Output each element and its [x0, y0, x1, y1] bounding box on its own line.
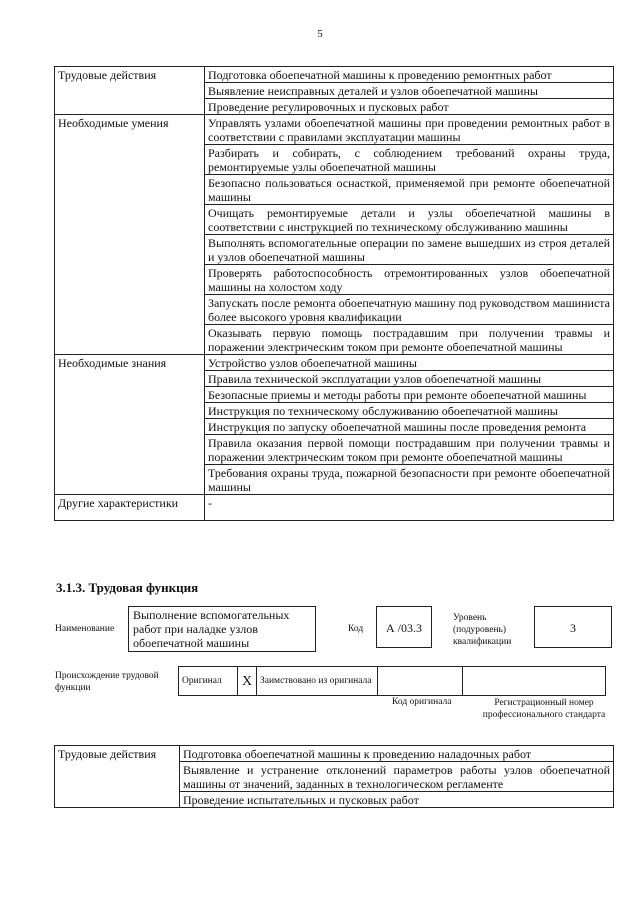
knowledge-item: Безопасные приемы и методы работы при ремонте обоепечатной машины: [205, 387, 614, 403]
function-code-value: А /03.3: [376, 606, 432, 648]
reg-number-label: Регистрационный номер профессионального стандарта: [482, 698, 606, 720]
knowledge-label: Необходимые знания: [55, 355, 205, 495]
labor-action-2-item: Выявление и устранение отклонений параметров работы узлов обоепечатной машины от значений, заданных в технологическом регламенте: [180, 762, 614, 792]
labor-action-item: Проведение регулировочных и пусковых работ: [205, 99, 614, 115]
knowledge-item: Инструкция по запуску обоепечатной машины после проведения ремонта: [205, 419, 614, 435]
knowledge-item: Правила оказания первой помощи пострадавшим при получении травмы и поражении электрическим током при ремонте обоепечатной машины: [205, 435, 614, 465]
original-mark: X: [238, 667, 257, 696]
function-code-label: Код: [348, 624, 364, 634]
page-number: 5: [317, 28, 323, 40]
labor-action-item: Выявление неисправных деталей и узлов обоепечатной машины: [205, 83, 614, 99]
code-original-cell: [378, 667, 463, 696]
labor-action-2-item: Подготовка обоепечатной машины к проведению наладочных работ: [180, 746, 614, 762]
section-title: 3.1.3. Трудовая функция: [56, 580, 199, 595]
skill-item: Очищать ремонтируемые детали и узлы обоепечатной машины в соответствии с инструкцией по техническому обслуживанию машины: [205, 205, 614, 235]
table-row: [55, 67, 614, 83]
qualification-level-label: Уровень (подуровень) квалификации: [453, 613, 512, 647]
table-row: [55, 115, 614, 145]
labor-action-2-item: Проведение испытательных и пусковых работ: [180, 792, 614, 808]
knowledge-item: Инструкция по техническому обслуживанию обоепечатной машины: [205, 403, 614, 419]
knowledge-item: Требования охраны труда, пожарной безопасности при ремонте обоепечатной машины: [205, 465, 614, 495]
skill-item: Оказывать первую помощь пострадавшим при получении травмы и поражении электрическим током при ремонте обоепечатной машины: [205, 325, 614, 355]
skill-item: Разбирать и собирать, с соблюдением требований охраны труда, ремонтируемые узлы обоепечатной машины: [205, 145, 614, 175]
knowledge-item: Устройство узлов обоепечатной машины: [205, 355, 614, 371]
knowledge-item: Правила технической эксплуатации узлов обоепечатной машины: [205, 371, 614, 387]
borrowed-label: Заимствовано из оригинала: [257, 667, 378, 696]
skill-item: Управлять узлами обоепечатной машины при проведении ремонтных работ в соответствии с правилами эксплуатации машины: [205, 115, 614, 145]
other-value: -: [205, 495, 614, 521]
original-label: Оригинал: [179, 667, 238, 696]
skill-item: Выполнять вспомогательные операции по замене вышедших из строя деталей и узлов обоепечатной машины: [205, 235, 614, 265]
labor-actions-table-2: [54, 745, 614, 808]
table-row: [55, 355, 614, 371]
labor-actions-label: Трудовые действия: [55, 67, 205, 115]
origin-label: Происхождение трудовой функции: [55, 671, 159, 693]
origin-table: [178, 666, 606, 696]
function-name-label: Наименование: [55, 624, 115, 634]
skill-item: Запускать после ремонта обоепечатную машину под руководством машиниста более высокого уровня квалификации: [205, 295, 614, 325]
labor-action-item: Подготовка обоепечатной машины к проведению ремонтных работ: [205, 67, 614, 83]
other-label: Другие характеристики: [55, 495, 205, 521]
labor-actions-2-label: Трудовые действия: [55, 746, 180, 808]
function-name-value: Выполнение вспомогательных работ при наладке узлов обоепечатной машины: [128, 606, 316, 652]
skill-item: Безопасно пользоваться оснасткой, применяемой при ремонте обоепечатной машины: [205, 175, 614, 205]
code-original-label: Код оригинала: [392, 697, 452, 707]
table-row: [55, 746, 614, 762]
skills-label: Необходимые умения: [55, 115, 205, 355]
skill-item: Проверять работоспособность отремонтированных узлов обоепечатной машины на холостом ходу: [205, 265, 614, 295]
competency-table: [54, 66, 614, 521]
qualification-level-value: 3: [534, 606, 612, 648]
table-row: [55, 495, 614, 521]
reg-number-cell: [463, 667, 606, 696]
table-row: [179, 667, 606, 696]
